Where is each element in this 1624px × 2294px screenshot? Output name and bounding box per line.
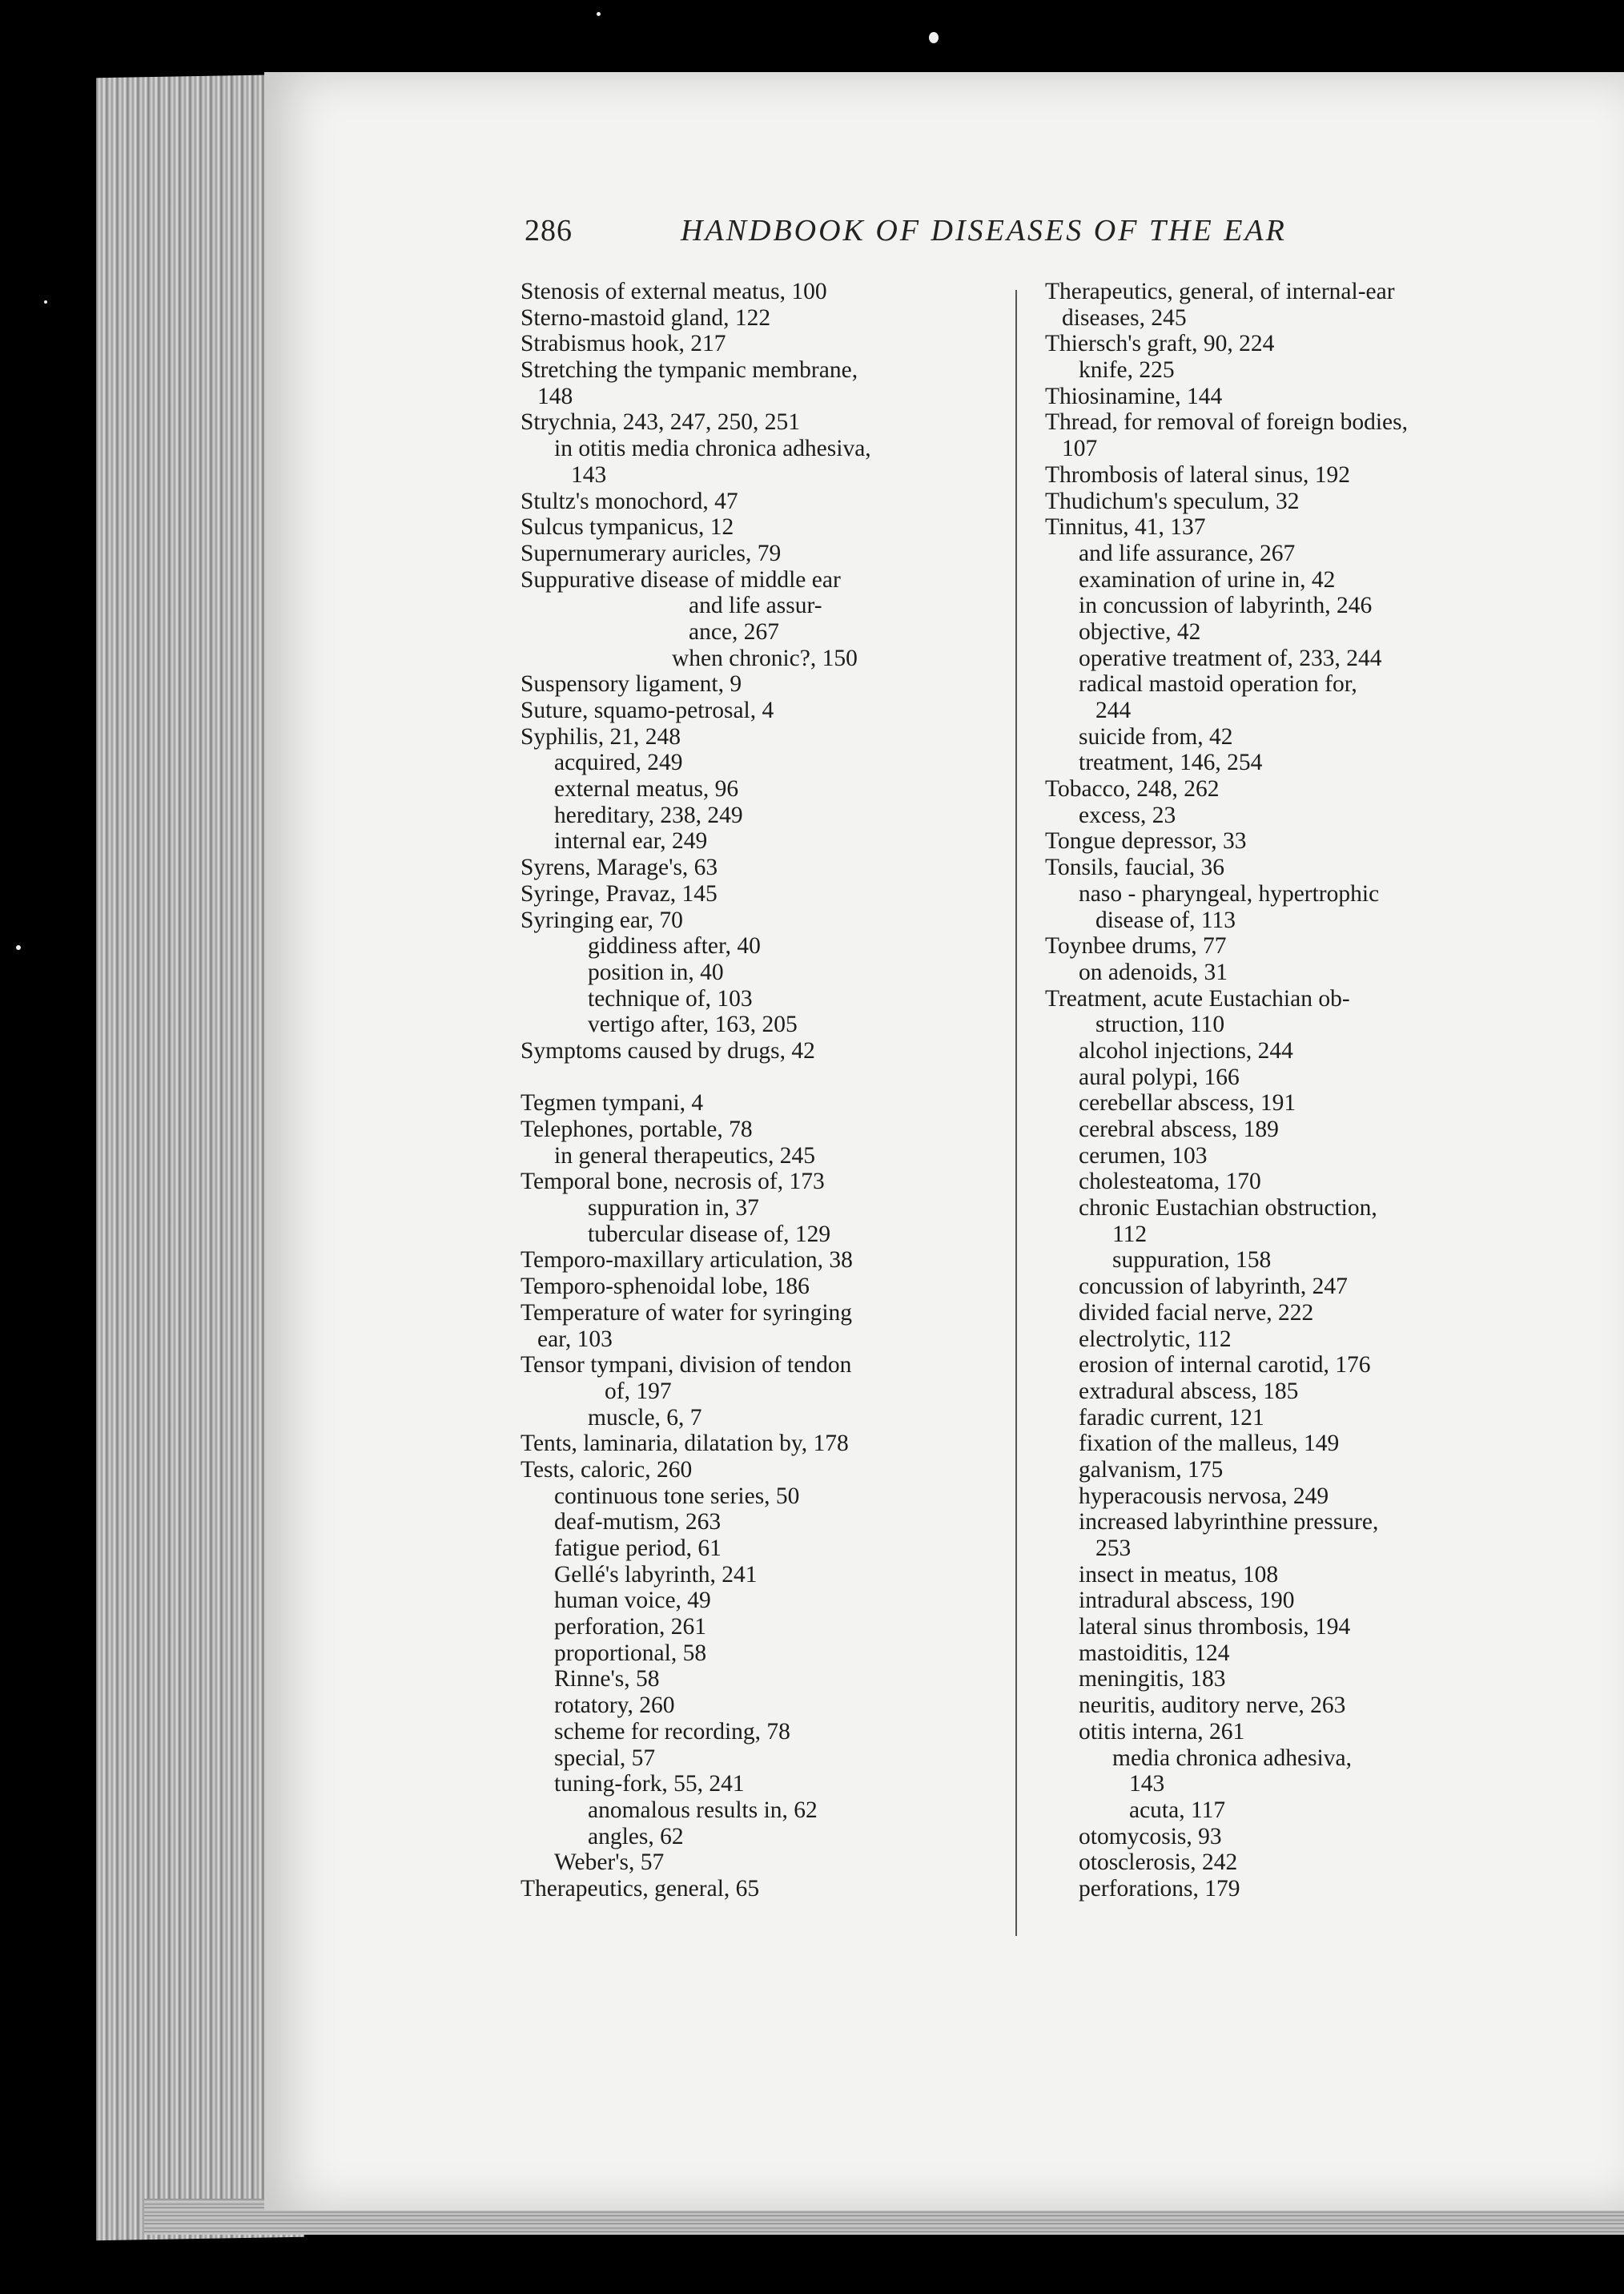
index-entry: Telephones, portable, 78: [521, 1117, 753, 1142]
index-entry: lateral sinus thrombosis, 194: [1079, 1614, 1351, 1640]
index-entry: continuous tone series, 50: [554, 1483, 800, 1509]
index-entry: Treatment, acute Eustachian ob-: [1045, 985, 1350, 1012]
index-entry: Therapeutics, general, of internal-ear: [1045, 279, 1395, 304]
index-entry: position in, 40: [588, 959, 724, 985]
index-entry: media chronica adhesiva,: [1112, 1745, 1352, 1771]
running-title: HANDBOOK OF DISEASES OF THE EAR: [681, 214, 1287, 248]
index-entry: Tests, caloric, 260: [521, 1456, 693, 1483]
index-entry: Symptoms caused by drugs, 42: [521, 1037, 815, 1064]
index-entry: meningitis, 183: [1079, 1666, 1226, 1692]
index-entry: suppuration in, 37: [588, 1195, 759, 1221]
index-entry: 107: [1062, 436, 1098, 462]
index-entry: Syrens, Marage's, 63: [521, 855, 718, 881]
index-entry: fatigue period, 61: [554, 1535, 722, 1561]
index-entry: Stenosis of external meatus, 100: [521, 279, 827, 304]
index-entry: radical mastoid operation for,: [1079, 671, 1357, 698]
index-entry: Weber's, 57: [554, 1849, 665, 1876]
index-entry: deaf-mutism, 263: [554, 1509, 722, 1535]
index-entry: struction, 110: [1095, 1012, 1225, 1038]
index-entry: Supernumerary auricles, 79: [521, 540, 782, 566]
index-entry: 148: [537, 383, 573, 409]
index-entry: muscle, 6, 7: [588, 1404, 702, 1431]
index-entry: Tobacco, 248, 262: [1045, 776, 1220, 803]
index-entry: otitis interna, 261: [1079, 1718, 1245, 1745]
index-entry: Stretching the tympanic membrane,: [521, 357, 858, 384]
index-entry: Tinnitus, 41, 137: [1045, 514, 1206, 541]
index-entry: Thrombosis of lateral sinus, 192: [1045, 461, 1350, 488]
index-entry: suicide from, 42: [1079, 723, 1233, 750]
dust-speck: [44, 300, 47, 304]
index-entry: Sulcus tympanicus, 12: [521, 514, 734, 541]
index-entry: faradic current, 121: [1079, 1404, 1264, 1431]
index-entry: 143: [1129, 1771, 1165, 1797]
index-entry: of, 197: [605, 1378, 672, 1404]
index-entry: mastoiditis, 124: [1079, 1640, 1230, 1666]
index-entry: intradural abscess, 190: [1079, 1588, 1295, 1614]
index-entry: acquired, 249: [554, 750, 683, 776]
index-entry: Tonsils, faucial, 36: [1045, 855, 1225, 881]
index-entry: when chronic?, 150: [672, 645, 858, 671]
index-entry: insect in meatus, 108: [1079, 1561, 1279, 1588]
index-entry: aural polypi, 166: [1079, 1064, 1240, 1090]
index-entry: acuta, 117: [1129, 1797, 1226, 1823]
index-entry: cerumen, 103: [1079, 1142, 1208, 1169]
index-entry: 244: [1095, 698, 1132, 723]
index-entry: hyperacousis nervosa, 249: [1079, 1483, 1329, 1509]
index-entry: technique of, 103: [588, 985, 753, 1012]
index-entry: disease of, 113: [1095, 907, 1236, 933]
dust-speck: [597, 12, 601, 16]
index-entry: Strychnia, 243, 247, 250, 251: [521, 409, 801, 436]
index-entry: Tegmen tympani, 4: [521, 1090, 704, 1117]
index-entry: Tents, laminaria, dilatation by, 178: [521, 1431, 849, 1457]
index-entry: vertigo after, 163, 205: [588, 1012, 798, 1038]
index-entry: suppuration, 158: [1112, 1247, 1272, 1274]
index-entry: fixation of the malleus, 149: [1079, 1431, 1340, 1457]
index-entry: Thiersch's graft, 90, 224: [1045, 331, 1275, 357]
index-entry: and life assur-: [689, 593, 822, 619]
index-spacer: [521, 1064, 1001, 1091]
index-entry: 143: [571, 461, 607, 488]
index-entry: neuritis, auditory nerve, 263: [1079, 1692, 1346, 1719]
index-entry: tubercular disease of, 129: [588, 1221, 831, 1247]
index-entry: galvanism, 175: [1079, 1456, 1224, 1483]
index-entry: in otitis media chronica adhesiva,: [554, 436, 871, 462]
index-entry: Temporal bone, necrosis of, 173: [521, 1169, 825, 1195]
index-entry: perforation, 261: [554, 1614, 707, 1640]
index-entry: hereditary, 238, 249: [554, 802, 743, 828]
dust-speck: [929, 32, 939, 43]
index-entry: objective, 42: [1079, 618, 1201, 645]
index-entry: treatment, 146, 254: [1079, 750, 1263, 776]
index-entry: Syphilis, 21, 248: [521, 723, 681, 750]
index-entry: erosion of internal carotid, 176: [1079, 1352, 1371, 1378]
index-entry: extradural abscess, 185: [1079, 1378, 1299, 1404]
index-entry: 253: [1095, 1535, 1132, 1561]
index-entry: Suture, squamo-petrosal, 4: [521, 698, 774, 723]
index-entry: Suspensory ligament, 9: [521, 671, 742, 698]
index-entry: examination of urine in, 42: [1079, 566, 1336, 593]
running-head: [525, 213, 1373, 250]
index-entry: Suppurative disease of middle ear: [521, 566, 841, 593]
index-entry: special, 57: [554, 1745, 656, 1771]
index-entry: cerebellar abscess, 191: [1079, 1090, 1296, 1117]
index-entry: Therapeutics, general, 65: [521, 1875, 760, 1902]
index-entry: Toynbee drums, 77: [1045, 933, 1227, 960]
index-entry: increased labyrinthine pressure,: [1079, 1509, 1379, 1535]
index-entry: operative treatment of, 233, 244: [1079, 645, 1382, 671]
index-entry: 112: [1112, 1221, 1148, 1247]
index-entry: Tensor tympani, division of tendon: [521, 1352, 852, 1378]
index-column-right: [1045, 279, 1530, 1902]
index-entry: and life assurance, 267: [1079, 540, 1296, 566]
index-entry: rotatory, 260: [554, 1692, 675, 1719]
index-entry: naso - pharyngeal, hypertrophic: [1079, 880, 1380, 907]
index-entry: internal ear, 249: [554, 828, 708, 855]
index-entry: Syringe, Pravaz, 145: [521, 880, 718, 907]
index-entry: on adenoids, 31: [1079, 959, 1228, 985]
index-entry: proportional, 58: [554, 1640, 707, 1666]
index-entry: cerebral abscess, 189: [1079, 1117, 1279, 1142]
index-entry: chronic Eustachian obstruction,: [1079, 1195, 1377, 1221]
index-entry: in concussion of labyrinth, 246: [1079, 593, 1373, 619]
index-entry: alcohol injections, 244: [1079, 1037, 1293, 1064]
index-entry: Sterno-mastoid gland, 122: [521, 304, 771, 331]
index-entry: concussion of labyrinth, 247: [1079, 1274, 1348, 1300]
dust-speck: [16, 945, 21, 950]
index-entry: Temporo-sphenoidal lobe, 186: [521, 1274, 810, 1300]
column-divider: [1015, 290, 1017, 1936]
index-entry: Stultz's monochord, 47: [521, 488, 738, 514]
index-entry: in general therapeutics, 245: [554, 1142, 816, 1169]
index-entry: Temporo-maxillary articulation, 38: [521, 1247, 853, 1274]
index-entry: giddiness after, 40: [588, 933, 761, 960]
index-entry: otomycosis, 93: [1079, 1823, 1222, 1849]
index-entry: divided facial nerve, 222: [1079, 1299, 1314, 1326]
index-column-left: [521, 279, 1001, 1902]
index-entry: anomalous results in, 62: [588, 1797, 818, 1823]
index-entry: knife, 225: [1079, 357, 1175, 384]
index-entry: electrolytic, 112: [1079, 1326, 1232, 1352]
index-entry: Temperature of water for syringing: [521, 1299, 853, 1326]
index-entry: Tongue depressor, 33: [1045, 828, 1247, 855]
index-entry: Syringing ear, 70: [521, 907, 683, 933]
index-entry: angles, 62: [588, 1823, 684, 1849]
index-entry: ance, 267: [689, 618, 780, 645]
index-entry: cholesteatoma, 170: [1079, 1169, 1261, 1195]
index-entry: Thread, for removal of foreign bodies,: [1045, 409, 1408, 436]
page-number: 286: [525, 214, 573, 248]
index-entry: Gellé's labyrinth, 241: [554, 1561, 758, 1588]
index-entry: Rinne's, 58: [554, 1666, 660, 1692]
index-entry: perforations, 179: [1079, 1875, 1240, 1902]
index-entry: tuning-fork, 55, 241: [554, 1771, 745, 1797]
index-entry: ear, 103: [537, 1326, 613, 1352]
index-entry: otosclerosis, 242: [1079, 1849, 1238, 1876]
index-entry: external meatus, 96: [554, 776, 739, 803]
index-entry: scheme for recording, 78: [554, 1718, 790, 1745]
index-entry: Thiosinamine, 144: [1045, 383, 1223, 409]
index-entry: diseases, 245: [1062, 304, 1187, 331]
index-entry: human voice, 49: [554, 1588, 711, 1614]
index-entry: excess, 23: [1079, 802, 1176, 828]
index-entry: Thudichum's speculum, 32: [1045, 488, 1300, 514]
index-entry: Strabismus hook, 217: [521, 331, 726, 357]
